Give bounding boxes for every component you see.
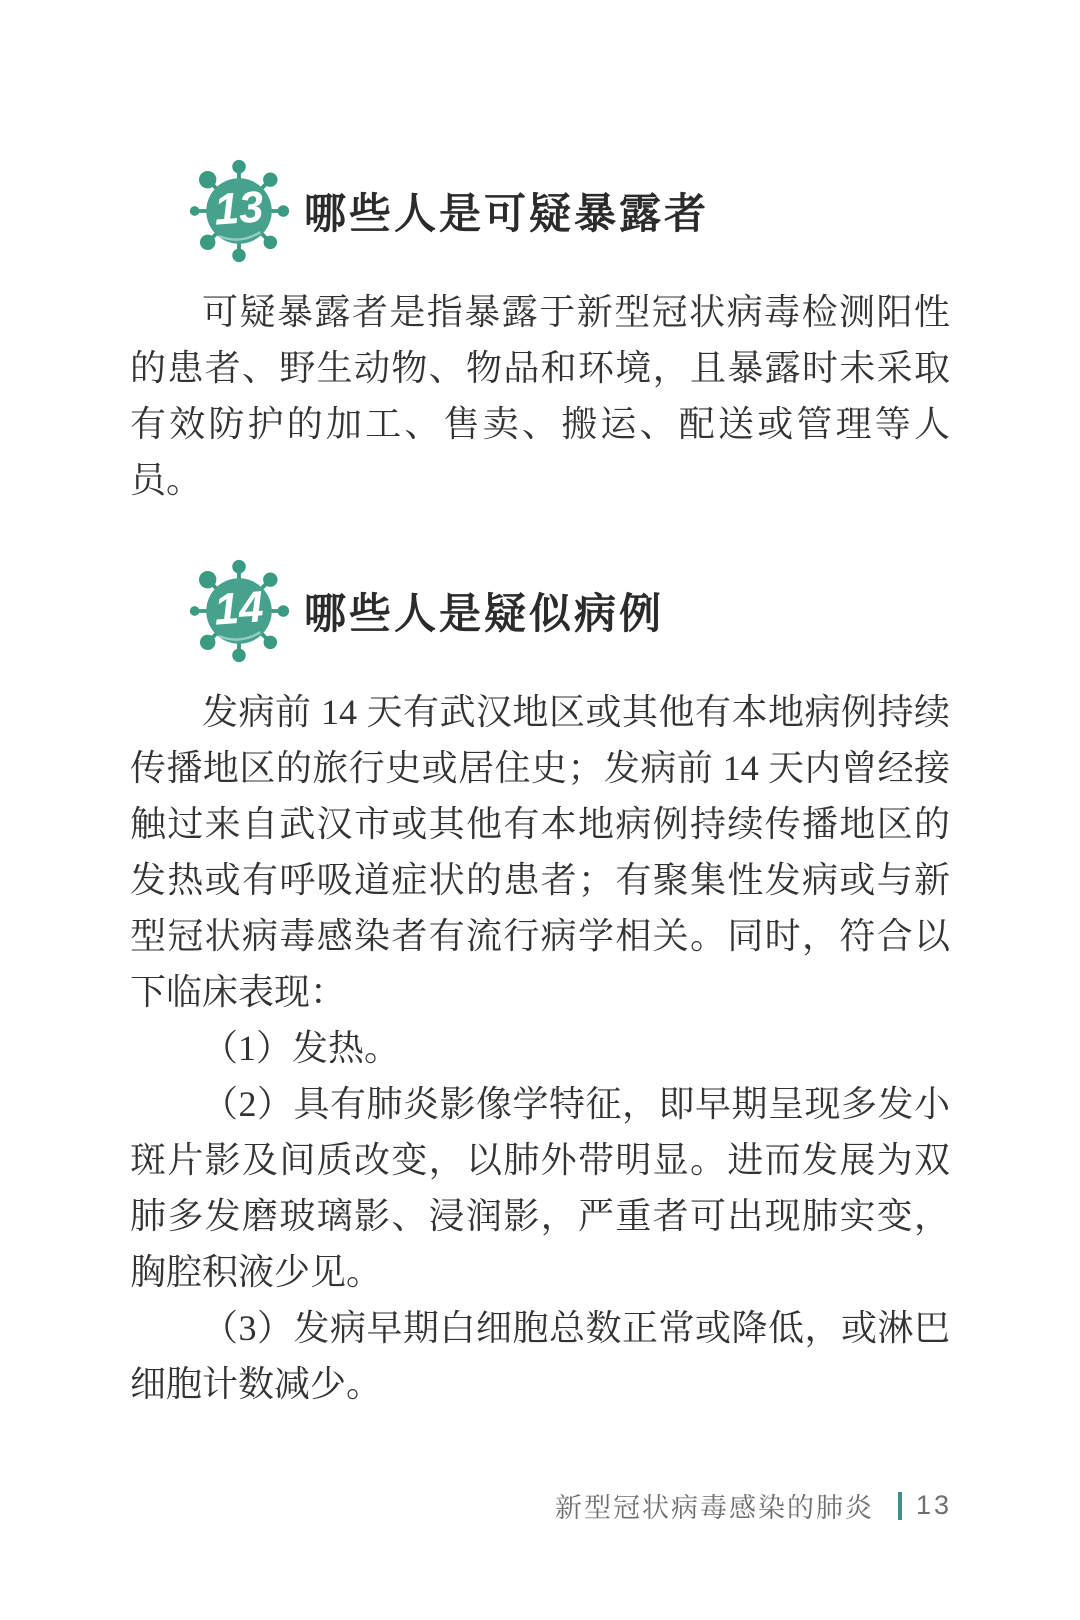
page-footer <box>555 1486 952 1525</box>
paragraph: （3）发病早期白细胞总数正常或降低，或淋巴细胞计数减少。 <box>130 1308 950 1404</box>
virus-icon <box>186 558 292 664</box>
section-title: 哪些人是可疑暴露者 <box>304 190 710 237</box>
page-number: 13 <box>915 1490 952 1520</box>
page-content <box>130 158 950 1412</box>
section-number: 13 <box>212 182 265 235</box>
section-14-body <box>130 684 950 1412</box>
virus-icon <box>186 158 292 264</box>
footer-separator <box>898 1492 902 1520</box>
section-13 <box>130 158 950 508</box>
section-13-header <box>130 158 950 264</box>
section-title: 哪些人是疑似病例 <box>304 590 665 637</box>
paragraph: （2）具有肺炎影像学特征，即早期呈现多发小斑片影及间质改变，以肺外带明显。进而发展为双肺多发磨玻璃影、浸润影，严重者可出现肺实变，胸腔积液少见。 <box>130 1084 950 1292</box>
section-13-body <box>130 284 950 508</box>
footer-book-title: 新型冠状病毒感染的肺炎 <box>554 1493 874 1523</box>
paragraph: （1）发热。 <box>202 1028 401 1068</box>
section-14-header <box>130 558 950 664</box>
section-number: 14 <box>212 582 265 635</box>
paragraph: 发病前 14 天有武汉地区或其他有本地病例持续传播地区的旅行史或居住史；发病前 14 天内曾经接触过来自武汉市或其他有本地病例持续传播地区的发热或有呼吸道症状的患者；有聚集性发病或与新型冠状病毒感染者有流行病学相关。同时，符合以下临床表现： <box>130 692 950 1012</box>
paragraph: 可疑暴露者是指暴露于新型冠状病毒检测阳性的患者、野生动物、物品和环境，且暴露时未采取有效防护的加工、售卖、搬运、配送或管理等人员。 <box>130 292 950 500</box>
section-14 <box>130 558 950 1412</box>
